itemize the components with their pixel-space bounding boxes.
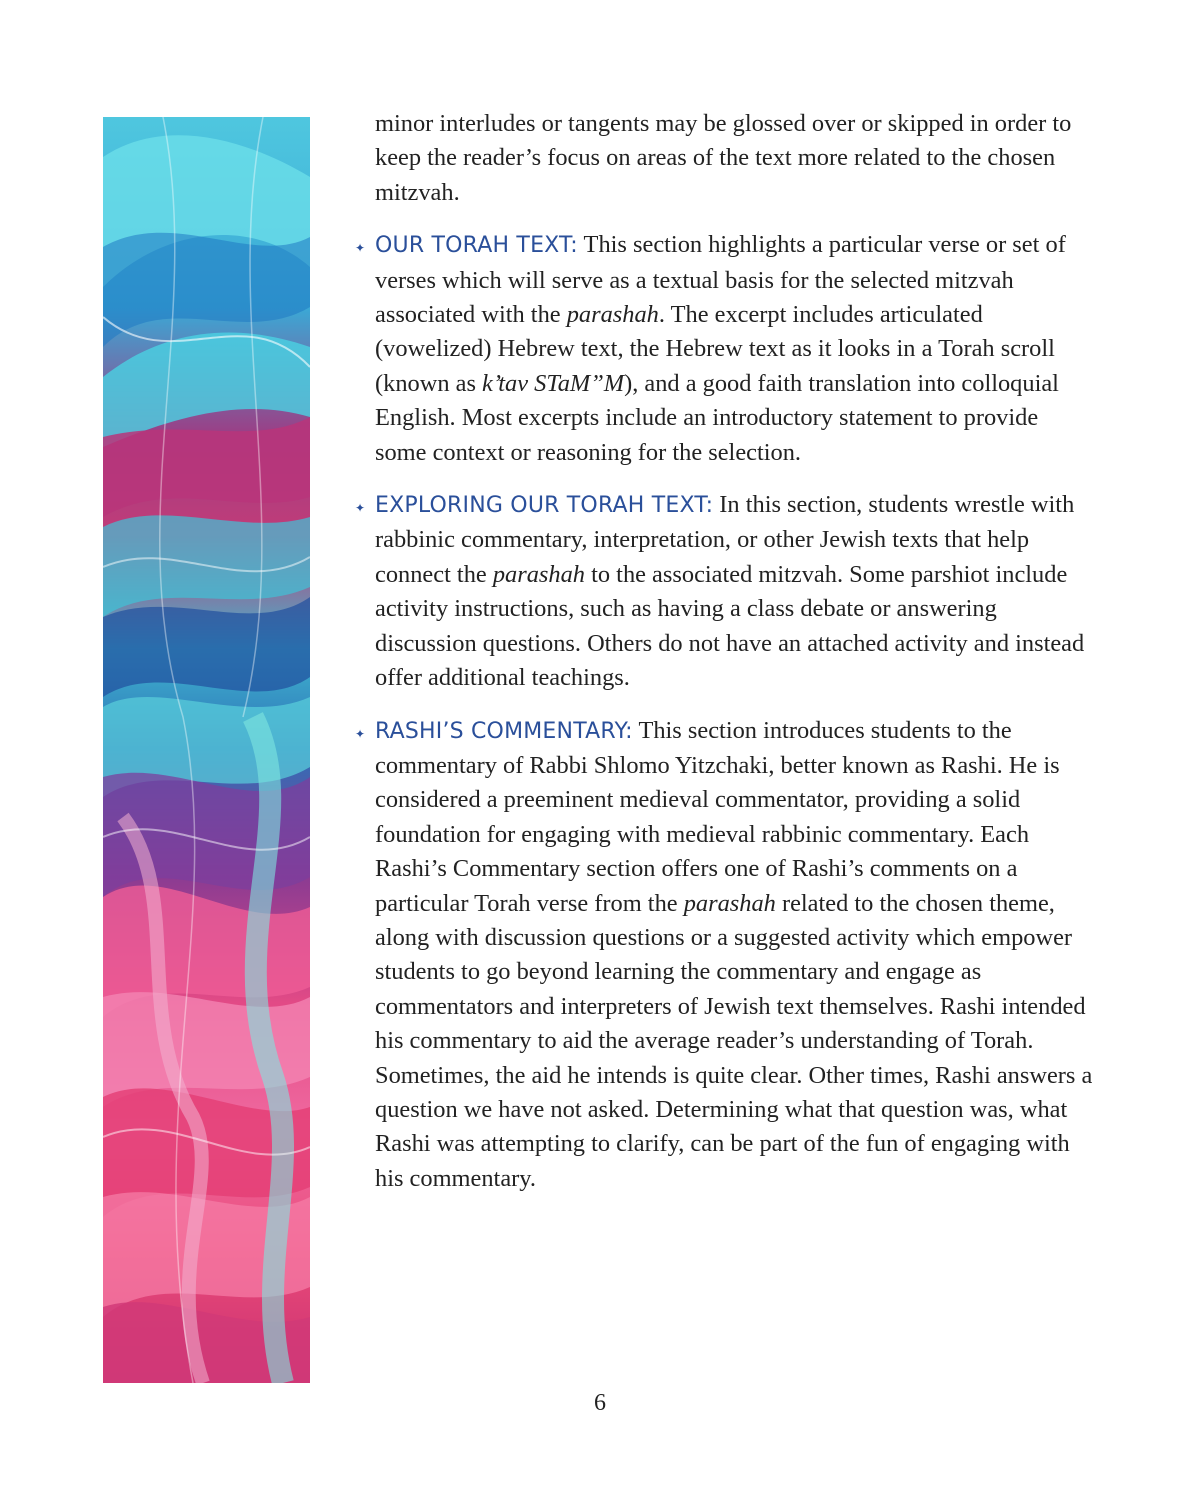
section-heading: OUR TORAH TEXT: — [375, 233, 578, 259]
section-text: related to the chosen theme, along with discussion questions or a suggested activity which empower students to go beyond learning the commentary and engage as commentators and interpreters of Jewish text themselves. Rashi intended his commentary to aid the average reader’s understanding of Torah. Sometimes, the aid he intends is quite clear. Other times, Rashi answers a question we have not asked. Determining what that question was, what Rashi was attempting to clarify, can be part of the fun of engaging with his commentary. — [375, 889, 1093, 1192]
italic-term: parashah — [492, 560, 585, 588]
bullet-icon: ✦ — [355, 501, 366, 516]
section-text: ), and a good faith translation into colloquial English. Most excerpts include an introductory statement to provide some context or reasoning for the selection. — [375, 369, 1059, 466]
section-our-torah-text — [355, 228, 1095, 470]
section-text: This section highlights a particular verse or set of verses which will serve as a textual basis for the selected mitzvah associated with the — [375, 231, 1066, 329]
section-text: to the associated mitzvah. Some parshiot include activity instructions, such as having a class debate or answering discussion questions. Others do not have an attached activity and instead offer additional teachings. — [375, 560, 1085, 692]
page-number: 6 — [594, 1390, 606, 1416]
bullet-icon: ✦ — [355, 726, 366, 741]
bullet-icon: ✦ — [355, 241, 366, 256]
section-text: In this section, students wrestle with rabbinic commentary, interpretation, or other Jewish texts that help connect the — [375, 491, 1075, 588]
decorative-art-strip — [103, 117, 310, 1383]
section-heading: RASHI’S COMMENTARY: — [375, 718, 633, 744]
italic-term: parashah — [566, 301, 659, 329]
section-text: This section introduces students to the commentary of Rabbi Shlomo Yitzchaki, better known as Rashi. He is considered a preeminent medieval commentator, providing a solid foundation for engaging with medieval rabbinic commentary. Each Rashi’s Commentary section offers one of Rashi’s comments on a particular Torah verse from the — [375, 716, 1060, 917]
intro-paragraph: minor interludes or tangents may be glossed over or skipped in order to keep the reader’s focus on areas of the text more related to the chosen mitzvah. — [375, 110, 1072, 206]
section-heading: EXPLORING OUR TORAH TEXT: — [375, 493, 714, 519]
body-text — [355, 107, 1095, 1214]
section-exploring-our-torah-text — [355, 488, 1095, 695]
section-text: . The excerpt includes articulated (vowelized) Hebrew text, the Hebrew text as it looks in a Torah scroll (known as — [375, 301, 1055, 397]
italic-term: k’tav STaM”M — [482, 369, 625, 397]
section-rashis-commentary — [355, 714, 1095, 1197]
italic-term: parashah — [683, 889, 776, 917]
